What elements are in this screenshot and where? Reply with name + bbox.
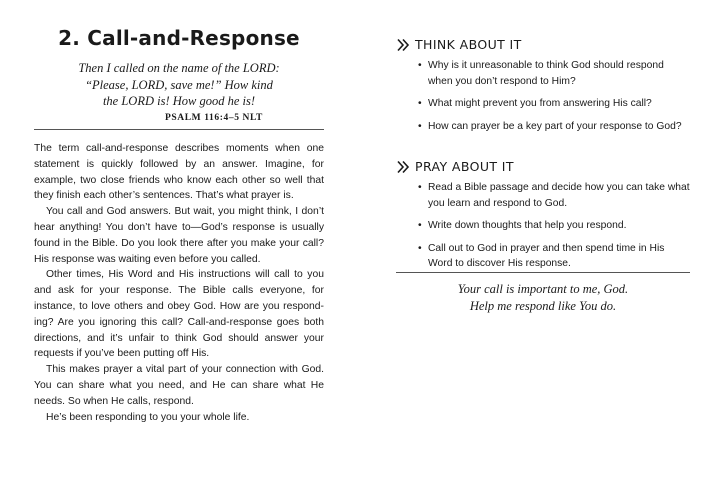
body-text [34, 141, 324, 425]
closing-line: Help me respond like You do. [469, 298, 617, 313]
page-title: 2. Call-and-Response [58, 26, 300, 50]
list-item: • Write down thoughts that help you respond. [418, 218, 690, 234]
epigraph-line: Then I called on the name of the LORD: [78, 61, 280, 75]
think-about-it-heading [396, 37, 522, 52]
divider [396, 272, 690, 273]
divider [34, 129, 324, 130]
double-chevron-right-icon [396, 38, 412, 52]
list-item: • Call out to God in prayer and then spend time in His Word to discover His response. [418, 241, 690, 272]
scripture-reference: PSALM 116:4–5 NLT [164, 112, 263, 123]
section-heading-label: THINK ABOUT IT [415, 37, 522, 52]
pray-about-it-heading [396, 159, 514, 174]
paragraph: The term call-and-response describes moments when one statement is quickly followed by an answer. Imagine, for example, two close friends who know each other so well that they finish each other’s sentences. That’s what prayer is. [34, 143, 324, 202]
section-heading-label: PRAY ABOUT IT [415, 159, 514, 174]
paragraph: You call and God answers. But wait, you might think, I don’t hear anything! You don’t have to—God’s response is usually found in the Bible. Do you look there after you make your call? His response was waiting even before you called. [34, 206, 324, 265]
pray-about-it-list [418, 180, 690, 279]
epigraph-line: the LORD is! How good he is! [102, 94, 256, 108]
epigraph [34, 60, 324, 126]
list-item: • What might prevent you from answering His call? [418, 96, 690, 112]
closing-prayer [396, 281, 690, 314]
list-item: • Read a Bible passage and decide how you can take what you learn and respond to God. [418, 180, 690, 211]
paragraph: Other times, His Word and His instructions will call to you and ask for your response. The Bible calls everyone, for instance, to love others and obey God. How are you respond-ing? Are you ignoring this call? Call-and-response goes both directions, and it’s unfair to think God should answer your requests if you’ve been putting off His. [34, 269, 324, 360]
paragraph: He’s been responding to you your whole life. [46, 411, 250, 423]
list-item: • Why is it unreasonable to think God should respond when you don’t respond to Him? [418, 58, 690, 89]
list-item: • How can prayer be a key part of your response to God? [418, 119, 690, 135]
closing-line: Your call is important to me, God. [457, 282, 629, 296]
epigraph-line: “Please, LORD, save me!” How kind [85, 77, 273, 92]
double-chevron-right-icon [396, 160, 412, 174]
paragraph: This makes prayer a vital part of your connection with God. You can share what you need, and He can share what He needs. So when He calls, respond. [34, 364, 324, 407]
think-about-it-list [418, 58, 690, 141]
